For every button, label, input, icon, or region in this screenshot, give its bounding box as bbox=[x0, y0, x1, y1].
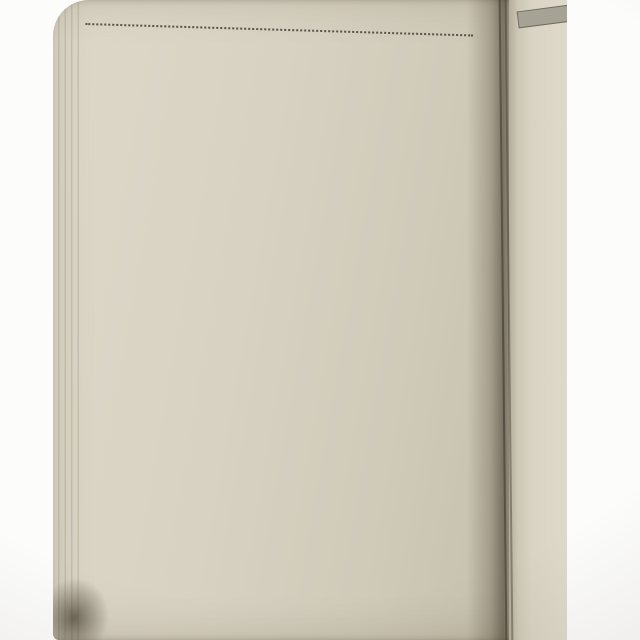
right-table-b bbox=[517, 0, 567, 28]
book-corner-shadow bbox=[53, 573, 115, 640]
title-dotted-rule bbox=[85, 21, 473, 37]
book-page-photo bbox=[53, 0, 567, 640]
left-table bbox=[85, 46, 481, 58]
left-page bbox=[66, 0, 489, 640]
right-no-header bbox=[517, 4, 567, 28]
right-table-b-header bbox=[517, 0, 567, 28]
section-heading-a bbox=[89, 39, 489, 51]
left-table-header-row bbox=[85, 46, 481, 58]
